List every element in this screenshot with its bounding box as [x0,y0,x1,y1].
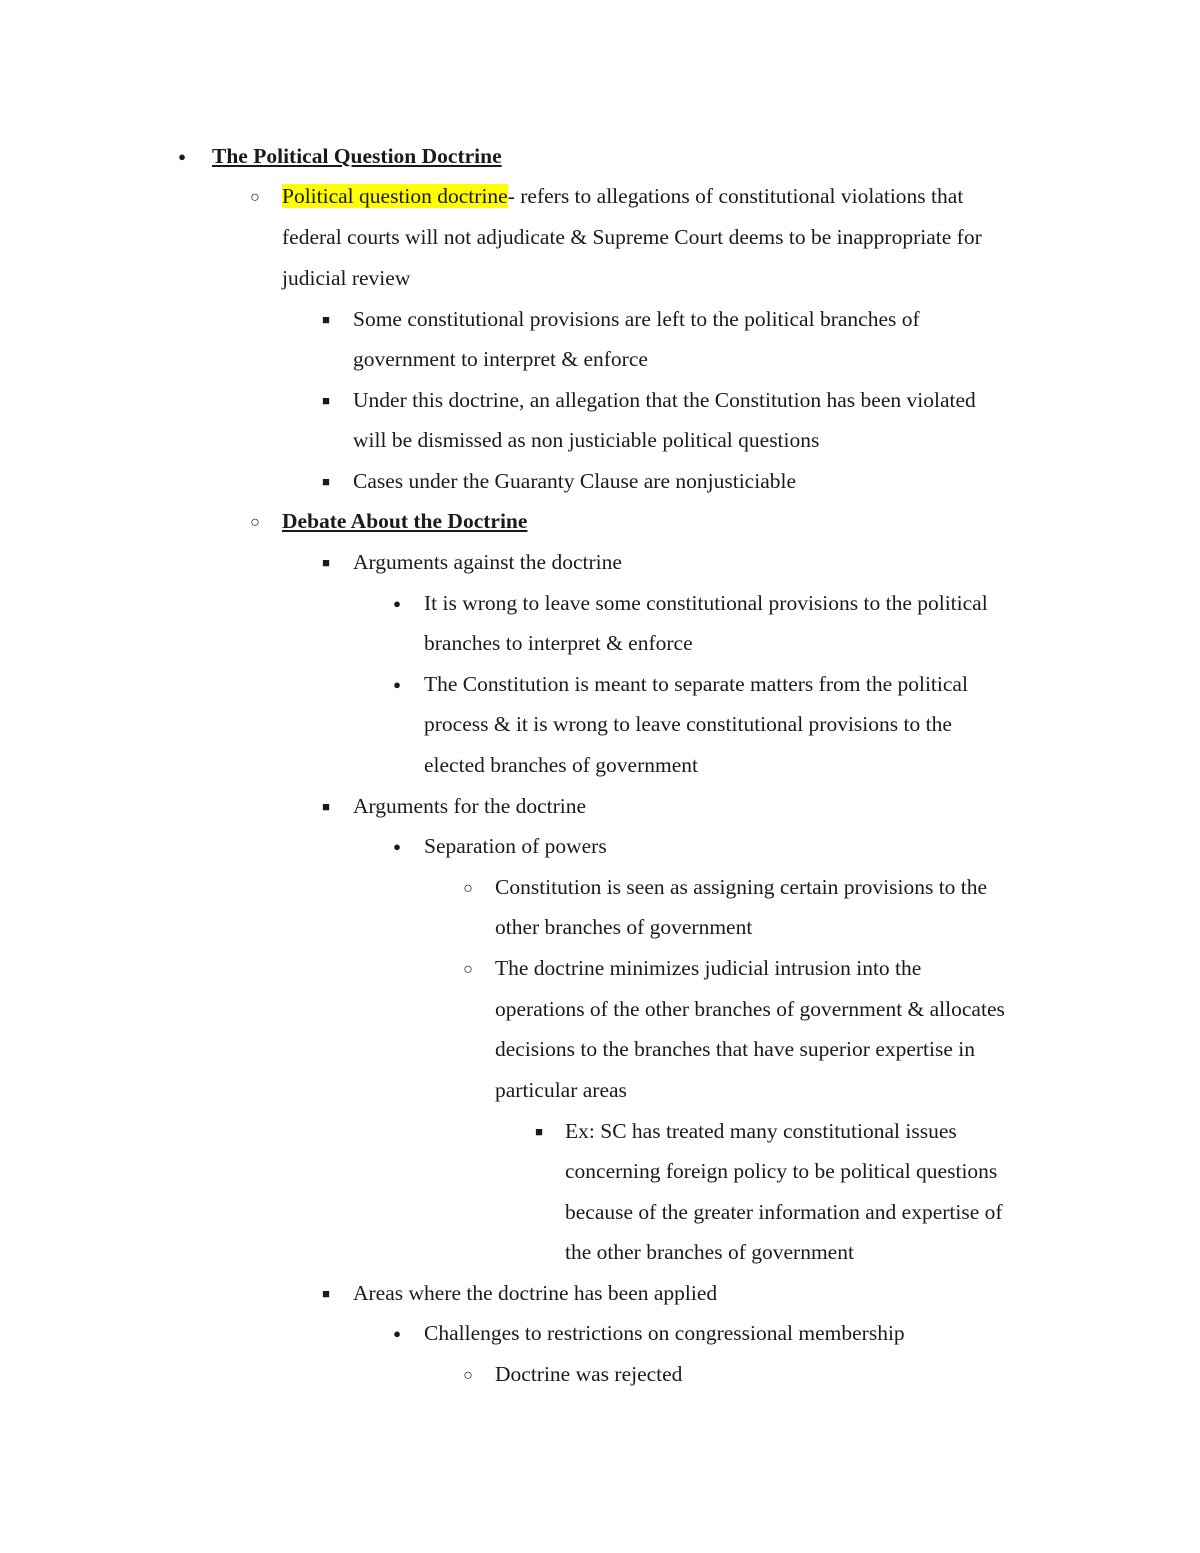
list-item-text: Doctrine was rejected [495,1362,683,1386]
list-item-text: decisions to the branches that have superior expertise in [495,1037,976,1061]
list-item-text: Cases under the Guaranty Clause are nonjusticiable [353,469,796,493]
bullet-square-icon [316,1273,336,1317]
bullet-circle-icon [245,501,265,545]
list-item-text: operations of the other branches of government & allocates [495,997,1005,1021]
list-item-text: the other branches of government [565,1240,854,1264]
bullet-disc-icon [172,136,192,180]
list-item-text: elected branches of government [424,753,698,777]
list-item-text: Ex: SC has treated many constitutional issues [565,1119,957,1143]
bullet-square-icon [316,380,336,424]
list-item-text: branches to interpret & enforce [424,631,693,655]
bullet-square-icon [316,299,336,343]
list-item-text: other branches of government [495,915,753,939]
list-item-text: government to interpret & enforce [353,347,648,371]
list-item-text: Separation of powers [424,834,607,858]
bullet-circle-icon [245,176,265,220]
bullet-disc-icon [387,826,407,870]
bullet-disc-icon [387,583,407,627]
list-item-text: The Constitution is meant to separate matters from the political [424,672,968,696]
list-item-text: The doctrine minimizes judicial intrusion into the [495,956,922,980]
bullet-circle-icon [458,948,478,992]
list-item-text: will be dismissed as non justiciable political questions [353,428,820,452]
list-item-text: Areas where the doctrine has been applied [353,1281,718,1305]
bullet-disc-icon [387,664,407,708]
bullet-square-icon [316,786,336,830]
definition-line: judicial review [282,266,411,290]
definition-line [282,176,963,217]
list-item-text: concerning foreign policy to be political questions [565,1159,998,1183]
subsection-heading: Debate About the Doctrine [282,509,528,533]
list-item-text: It is wrong to leave some constitutional provisions to the political [424,591,988,615]
list-item-text: Arguments for the doctrine [353,794,587,818]
list-item-text: process & it is wrong to leave constitutional provisions to the [424,712,952,736]
list-item-text: Challenges to restrictions on congressional membership [424,1321,905,1345]
list-item-text: Arguments against the doctrine [353,550,622,574]
bullet-square-icon [529,1111,549,1155]
definition-line: federal courts will not adjudicate & Supreme Court deems to be inappropriate for [282,225,982,249]
definition-text: - refers to allegations of constitutional violations that [507,184,964,208]
bullet-disc-icon [387,1313,407,1357]
highlighted-term: Political question doctrine [282,184,508,208]
list-item-text: particular areas [495,1078,627,1102]
bullet-circle-icon [458,1354,478,1398]
bullet-circle-icon [458,867,478,911]
list-item-text: Some constitutional provisions are left to the political branches of [353,307,920,331]
list-item-text: because of the greater information and expertise of [565,1200,1003,1224]
bullet-square-icon [316,461,336,505]
section-heading: The Political Question Doctrine [212,144,502,168]
list-item-text: Under this doctrine, an allegation that the Constitution has been violated [353,388,976,412]
bullet-square-icon [316,542,336,586]
list-item-text: Constitution is seen as assigning certain provisions to the [495,875,988,899]
